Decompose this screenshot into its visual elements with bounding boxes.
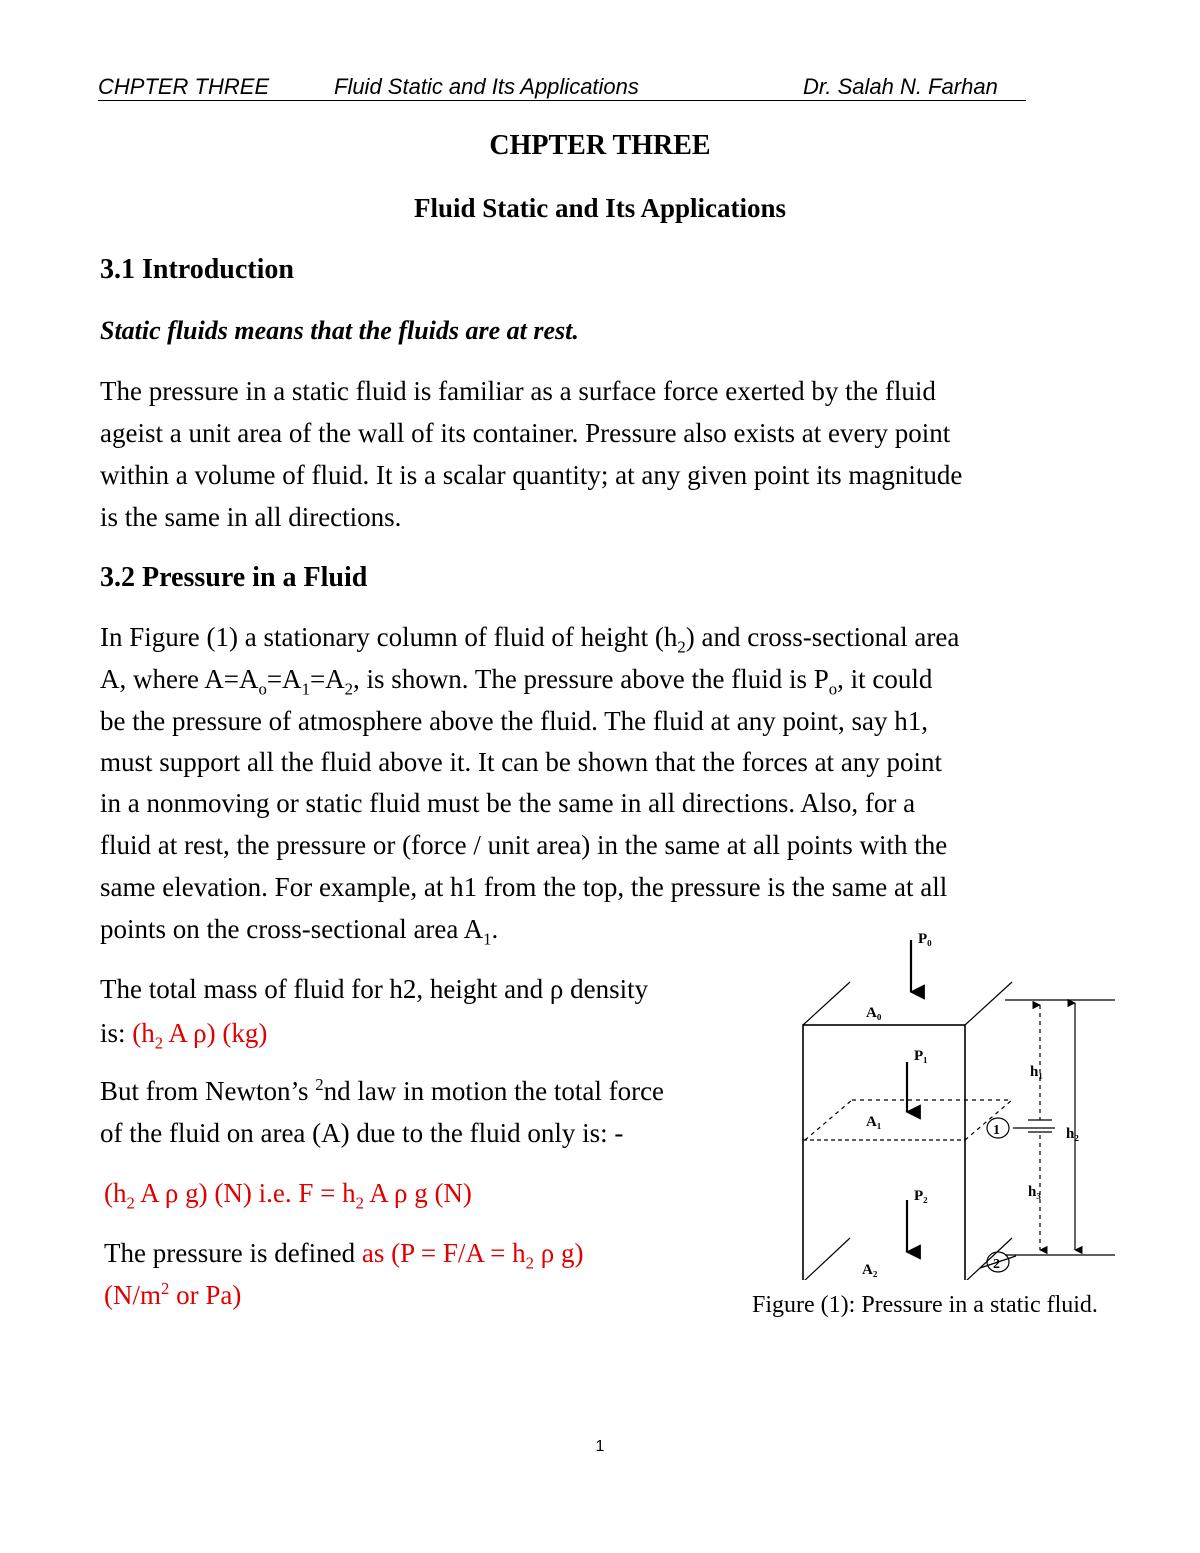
header-topic: Fluid Static and Its Applications [334,74,639,99]
force-line: of the fluid on area (A) due to the fluid only is: - [100,1118,624,1148]
pressure-units: ($N/m^2$ or Pa) [104,1279,242,1310]
header-underline [98,100,1026,101]
static-fluid-definition: Static fluids means that the fluids are at rest. [100,316,579,345]
section-heading-introduction: 3.1 Introduction [100,254,294,285]
column-edge [965,1238,1012,1280]
paragraph-line: must support all the fluid above it. It can be shown that the forces at any point [100,747,943,777]
label-p0: P₀ [918,931,932,947]
paragraph-line: ageist a unit area of the wall of its container. Pressure also exists at every point [100,418,951,448]
label-h1: h₁ [1030,1064,1043,1080]
page-subtitle: Fluid Static and Its Applications [413,193,787,223]
section-heading-pressure: 3.2 Pressure in a Fluid [100,562,368,593]
paragraph-line: within a volume of fluid. It is a scalar quantity; at any given point its magnitude [100,460,963,490]
paragraph-line: A, where $A=A_o=A_1=A_2$, is shown. The pressure above the fluid is $P_o$, it could [100,664,933,699]
header-chapter: CHPTER THREE [98,74,270,99]
paragraph-line: be the pressure of atmosphere above the fluid. The fluid at any point, say h1, [100,706,929,736]
paragraph-line: same elevation. For example, at h1 from the top, the pressure is the same at all [100,872,948,902]
label-point-2: 2 [993,1257,1000,1272]
mass-equation: is: ($h_2$ A ρ) (kg) [100,1018,268,1053]
fluid-column-figure [790,920,1170,1280]
label-h2: h₂ [1066,1126,1079,1142]
paragraph-line: fluid at rest, the pressure or (force / unit area) in the same at all points with the [100,830,948,860]
label-p1: P₁ [914,1048,928,1064]
column-edge [803,1238,850,1280]
label-a0: A₀ [866,1005,882,1021]
pressure-definition: The pressure is defined as ($P = F/A = h_2$ ρ g) [104,1238,584,1273]
paragraph-line: In Figure (1) a stationary column of fluid of height $(h_2)$ and cross-sectional area [100,622,960,657]
paragraph-line: is the same in all directions. [100,502,402,532]
fluid-column-front [803,1025,965,1280]
page-title: CHPTER THREE [489,130,711,161]
force-line: But from Newton’s $^2$nd law in motion the total force [100,1075,665,1106]
mass-line: The total mass of fluid for h2, height and ρ density [100,974,649,1004]
figure-caption: Figure (1): Pressure in a static fluid. [752,1292,1098,1318]
label-point-1: 1 [993,1123,1000,1138]
column-edge [803,982,850,1025]
paragraph-line: in a nonmoving or static fluid must be the same in all directions. Also, for a [100,788,916,818]
paragraph-line: The pressure in a static fluid is familiar as a surface force exerted by the fluid [100,376,936,406]
label-a2: A₂ [862,1262,878,1278]
force-equation: ($h_2$ A ρ g) (N) i.e. $F = h_2$ A ρ g (N) [104,1178,472,1213]
page-number: 1 [595,1438,605,1455]
mid-plane-edge [805,1100,852,1140]
label-a1: A₁ [866,1114,882,1130]
label-p2: P₂ [914,1188,928,1204]
paragraph-line: points on the cross-sectional area $A_1$. [100,914,499,949]
header-author: Dr. Salah N. Farhan [803,74,998,99]
running-header [98,74,1026,104]
column-edge [965,982,1012,1025]
label-h3: h₃ [1028,1184,1041,1200]
